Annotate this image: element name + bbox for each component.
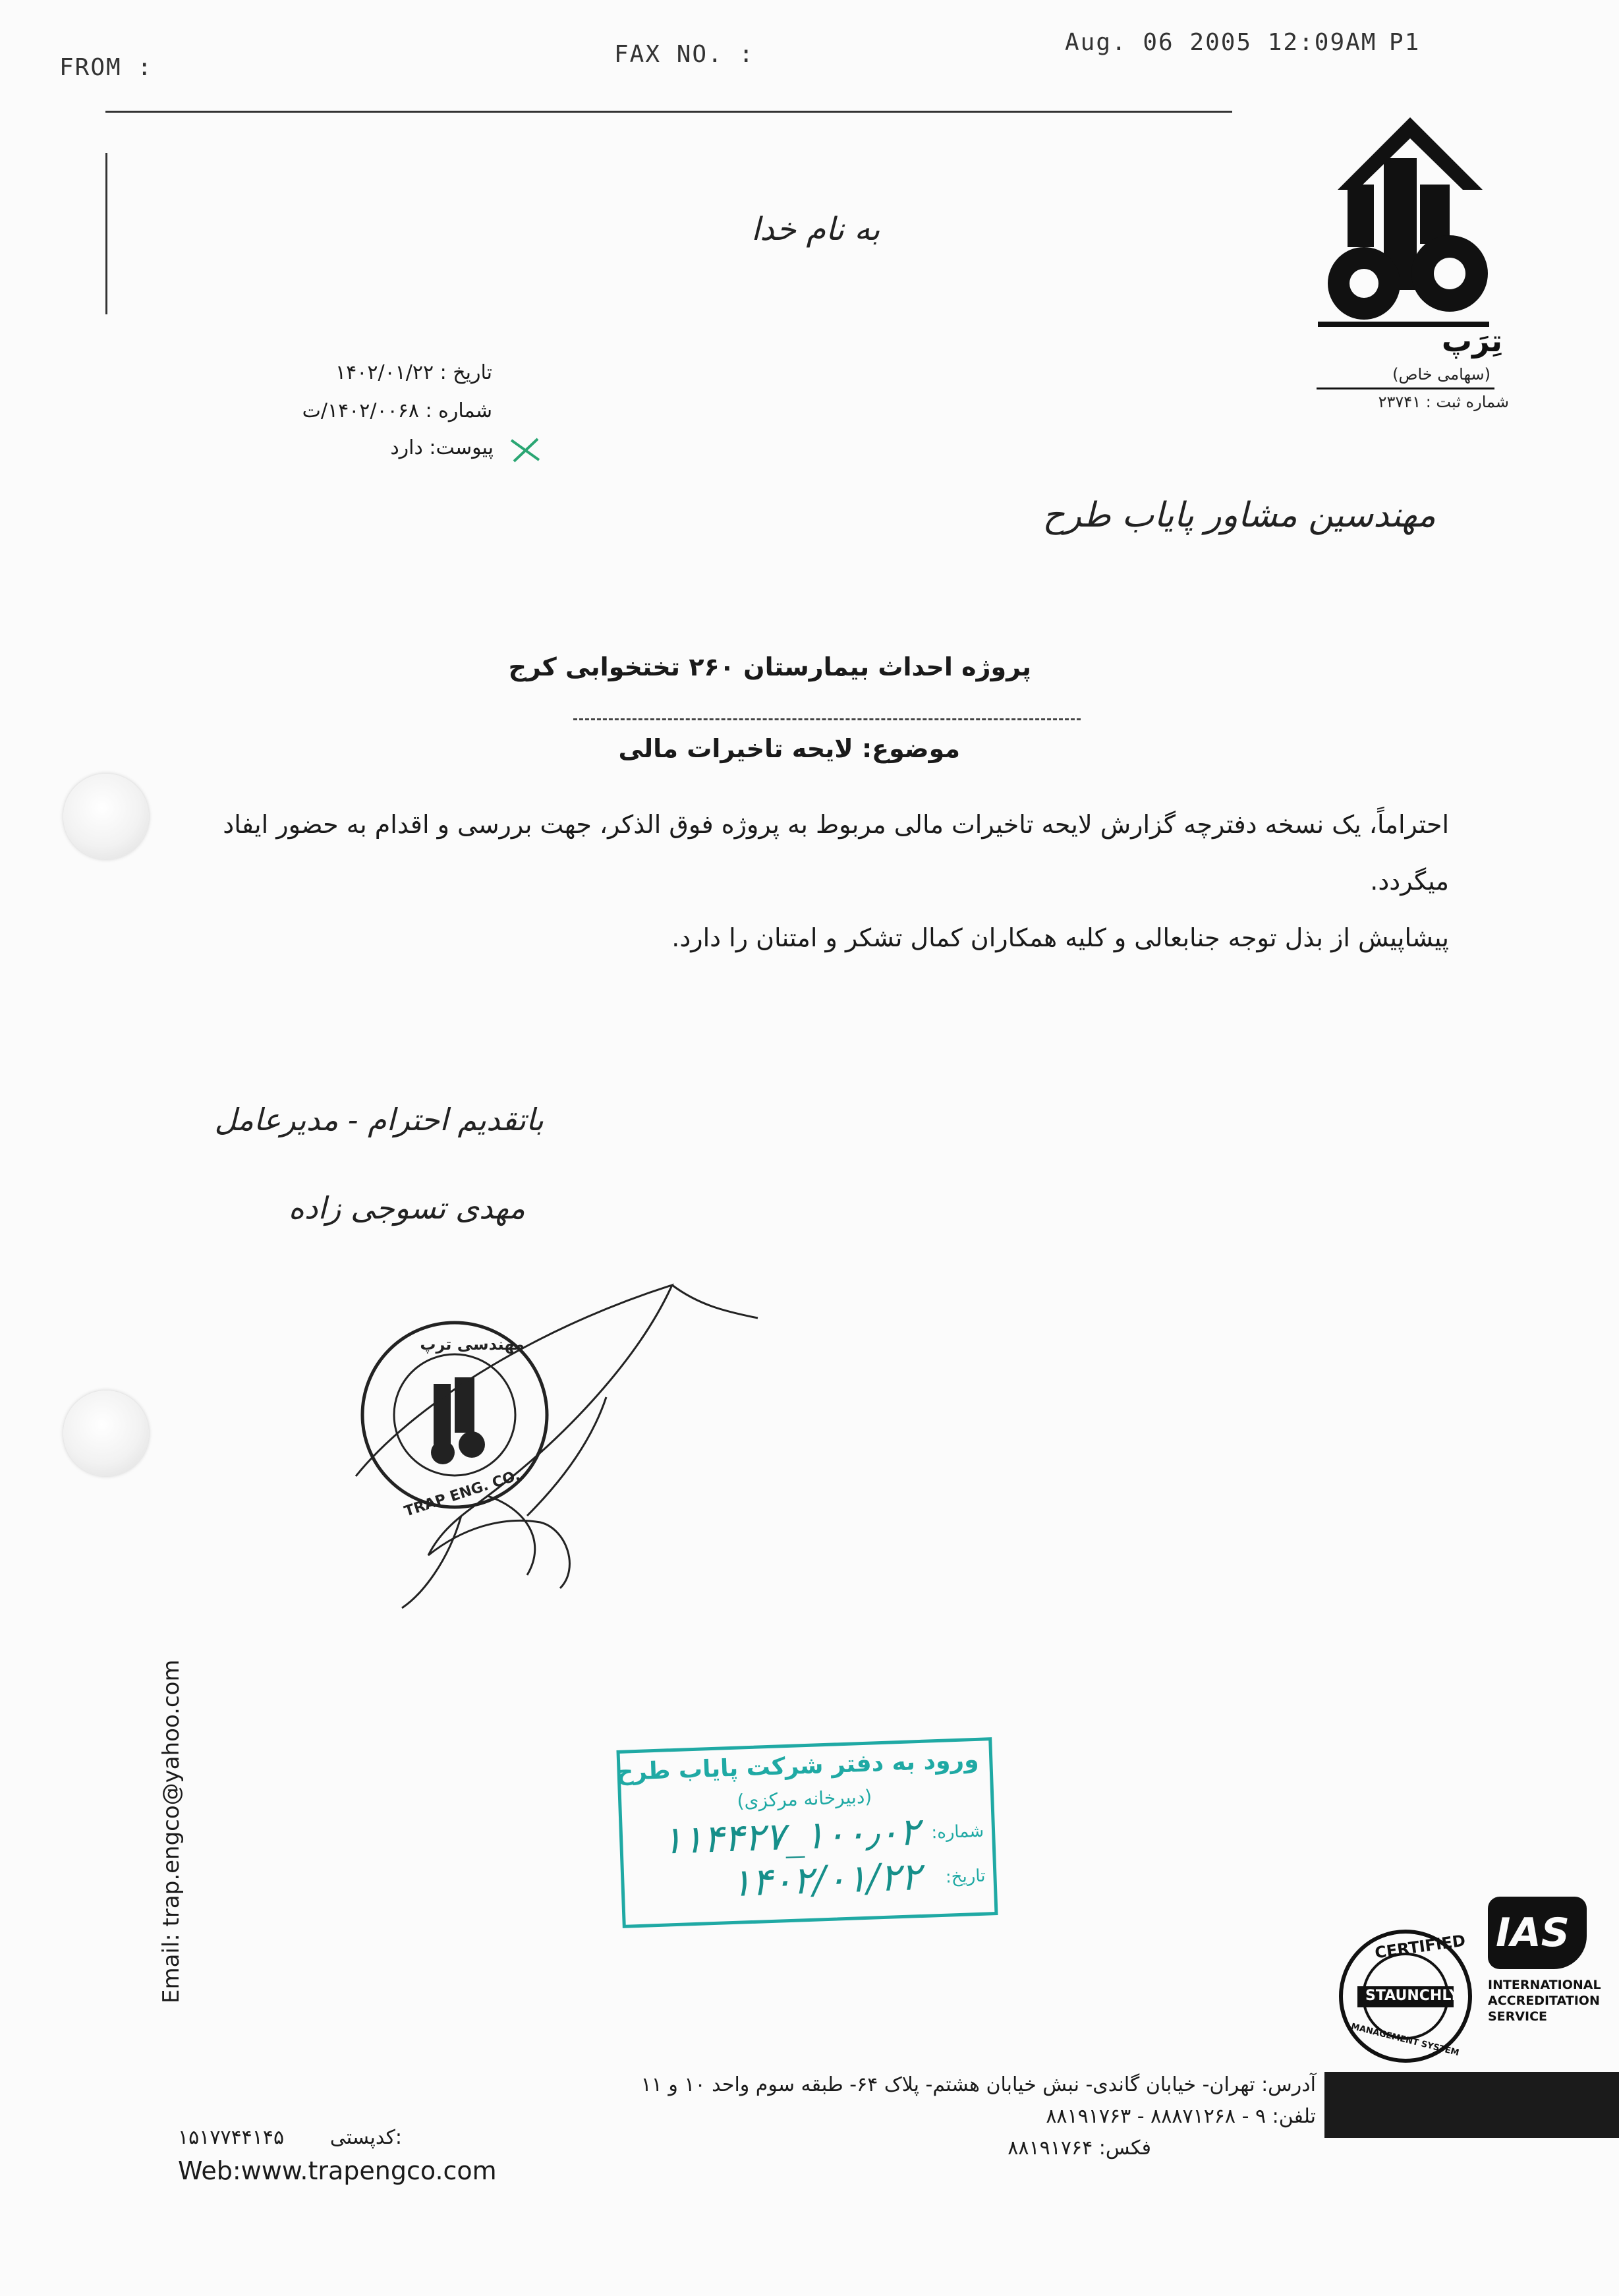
- receipt-date-value: ۱۴۰۲/۰۱/۲۲: [730, 1854, 922, 1906]
- postal-label: کدپستی:: [329, 2126, 402, 2149]
- handwritten-signature: [329, 1278, 778, 1621]
- receipt-date-label: تاریخ:: [945, 1866, 986, 1887]
- letter-body: [197, 796, 1449, 966]
- footer-black-bar: [1324, 2072, 1619, 2138]
- certified-center-text: STAUNCHLY: [1365, 1988, 1460, 2004]
- receipt-stamp-subtitle: (دبیرخانه مرکزی): [736, 1785, 872, 1812]
- seal-bottom-text: TRAP ENG. CO.: [402, 1467, 523, 1520]
- project-title: پروژه احداث بیمارستان ۲۶۰ تختخوابی کرج: [508, 652, 1031, 681]
- fax-from-label: FROM :: [59, 54, 154, 81]
- bismillah: به نام خدا: [751, 211, 880, 248]
- seal-top-text: مهندسی ترپ: [420, 1335, 525, 1354]
- punch-hole-bottom: [63, 1391, 149, 1476]
- letter-attachment: پیوست: دارد: [390, 436, 494, 459]
- receipt-number-value: ۱۰۰٫۰۲_۱۱۴۴۲۷: [661, 1809, 921, 1863]
- company-name: تِرَپ: [1441, 323, 1502, 359]
- fax-number-label: FAX NO. :: [614, 41, 755, 68]
- frame-top-line: [105, 111, 1232, 113]
- receipt-stamp-title: ورود به دفتر شرکت پایاب طرح: [615, 1746, 980, 1787]
- letter-subject: موضوع: لایحه تاخیرات مالی: [618, 734, 960, 763]
- ias-logo-text: IAS: [1496, 1910, 1570, 1956]
- company-logo: [1311, 112, 1509, 422]
- fax-page: P1: [1389, 29, 1421, 56]
- ias-caption-line-2: ACCREDITATION: [1488, 1994, 1600, 2008]
- signature-closing: باتقدیم احترام - مدیرعامل: [214, 1102, 544, 1137]
- letter-date: تاریخ : ۱۴۰۲/۰۱/۲۲: [335, 361, 492, 384]
- fax-datetime: Aug. 06 2005 12:09AM: [1065, 29, 1377, 56]
- footer-website: Web:www.trapengco.com: [178, 2156, 497, 2185]
- registration-number: شماره ثبت : ۲۳۷۴۱: [1378, 393, 1509, 411]
- certified-ring-text: CERTIFIED: [1373, 1931, 1467, 1963]
- certified-badge: [1338, 1928, 1473, 2064]
- receipt-number-label: شماره:: [930, 1821, 984, 1843]
- body-line-2: پیشاپیش از بذل توجه جنابعالی و کلیه همکاران کمال تشکر و امتنان را دارد.: [671, 923, 1449, 952]
- certified-bottom-text: MANAGEMENT SYSTEM: [1349, 2021, 1460, 2059]
- company-type: (سهامی خاص): [1392, 365, 1491, 384]
- recipient: مهندسین مشاور پایاب طرح: [1042, 496, 1436, 535]
- footer-phone: تلفن: ۹ - ۸۸۸۷۱۲۶۸ - ۸۸۱۹۱۷۶۳: [1046, 2105, 1316, 2128]
- footer-address-block: [591, 2069, 1316, 2164]
- ias-caption-line-1: INTERNATIONAL: [1488, 1978, 1601, 1992]
- trap-logo-icon: [1311, 112, 1509, 349]
- letter-number: شماره : ۱۴۰۲/۰۰۶۸/ت: [302, 399, 492, 422]
- frame-left-line: [105, 153, 107, 314]
- body-line-1: احتراماً، یک نسخه دفترچه گزارش لایحه تاخیرات مالی مربوط به پروژه فوق الذکر، جهت بررسی و اقدام به حضور ایفاد میگردد.: [223, 810, 1449, 896]
- footer-email: Email: trap.engco@yahoo.com: [158, 1659, 185, 2003]
- ias-caption: [1488, 1977, 1601, 2024]
- footer-fax: فکس: ۸۸۱۹۱۷۶۴: [1008, 2137, 1151, 2160]
- signature-name: مهدی تسوجی زاده: [288, 1190, 525, 1226]
- title-divider: [573, 718, 1081, 720]
- footer-address: آدرس: تهران- خیابان گاندی- نبش خیابان هشتم- پلاک ۶۴- طبقه سوم واحد ۱۰ و ۱۱: [640, 2073, 1316, 2096]
- punch-hole-top: [63, 774, 149, 859]
- postal-code: ۱۵۱۷۷۴۴۱۴۵: [178, 2126, 285, 2149]
- footer-postal: [178, 2126, 402, 2149]
- check-mark-icon: [509, 435, 543, 464]
- ias-logo: [1488, 1897, 1613, 2048]
- receipt-stamp: [616, 1737, 998, 1928]
- ias-caption-line-3: SERVICE: [1488, 2009, 1547, 2024]
- logo-divider: [1317, 387, 1494, 389]
